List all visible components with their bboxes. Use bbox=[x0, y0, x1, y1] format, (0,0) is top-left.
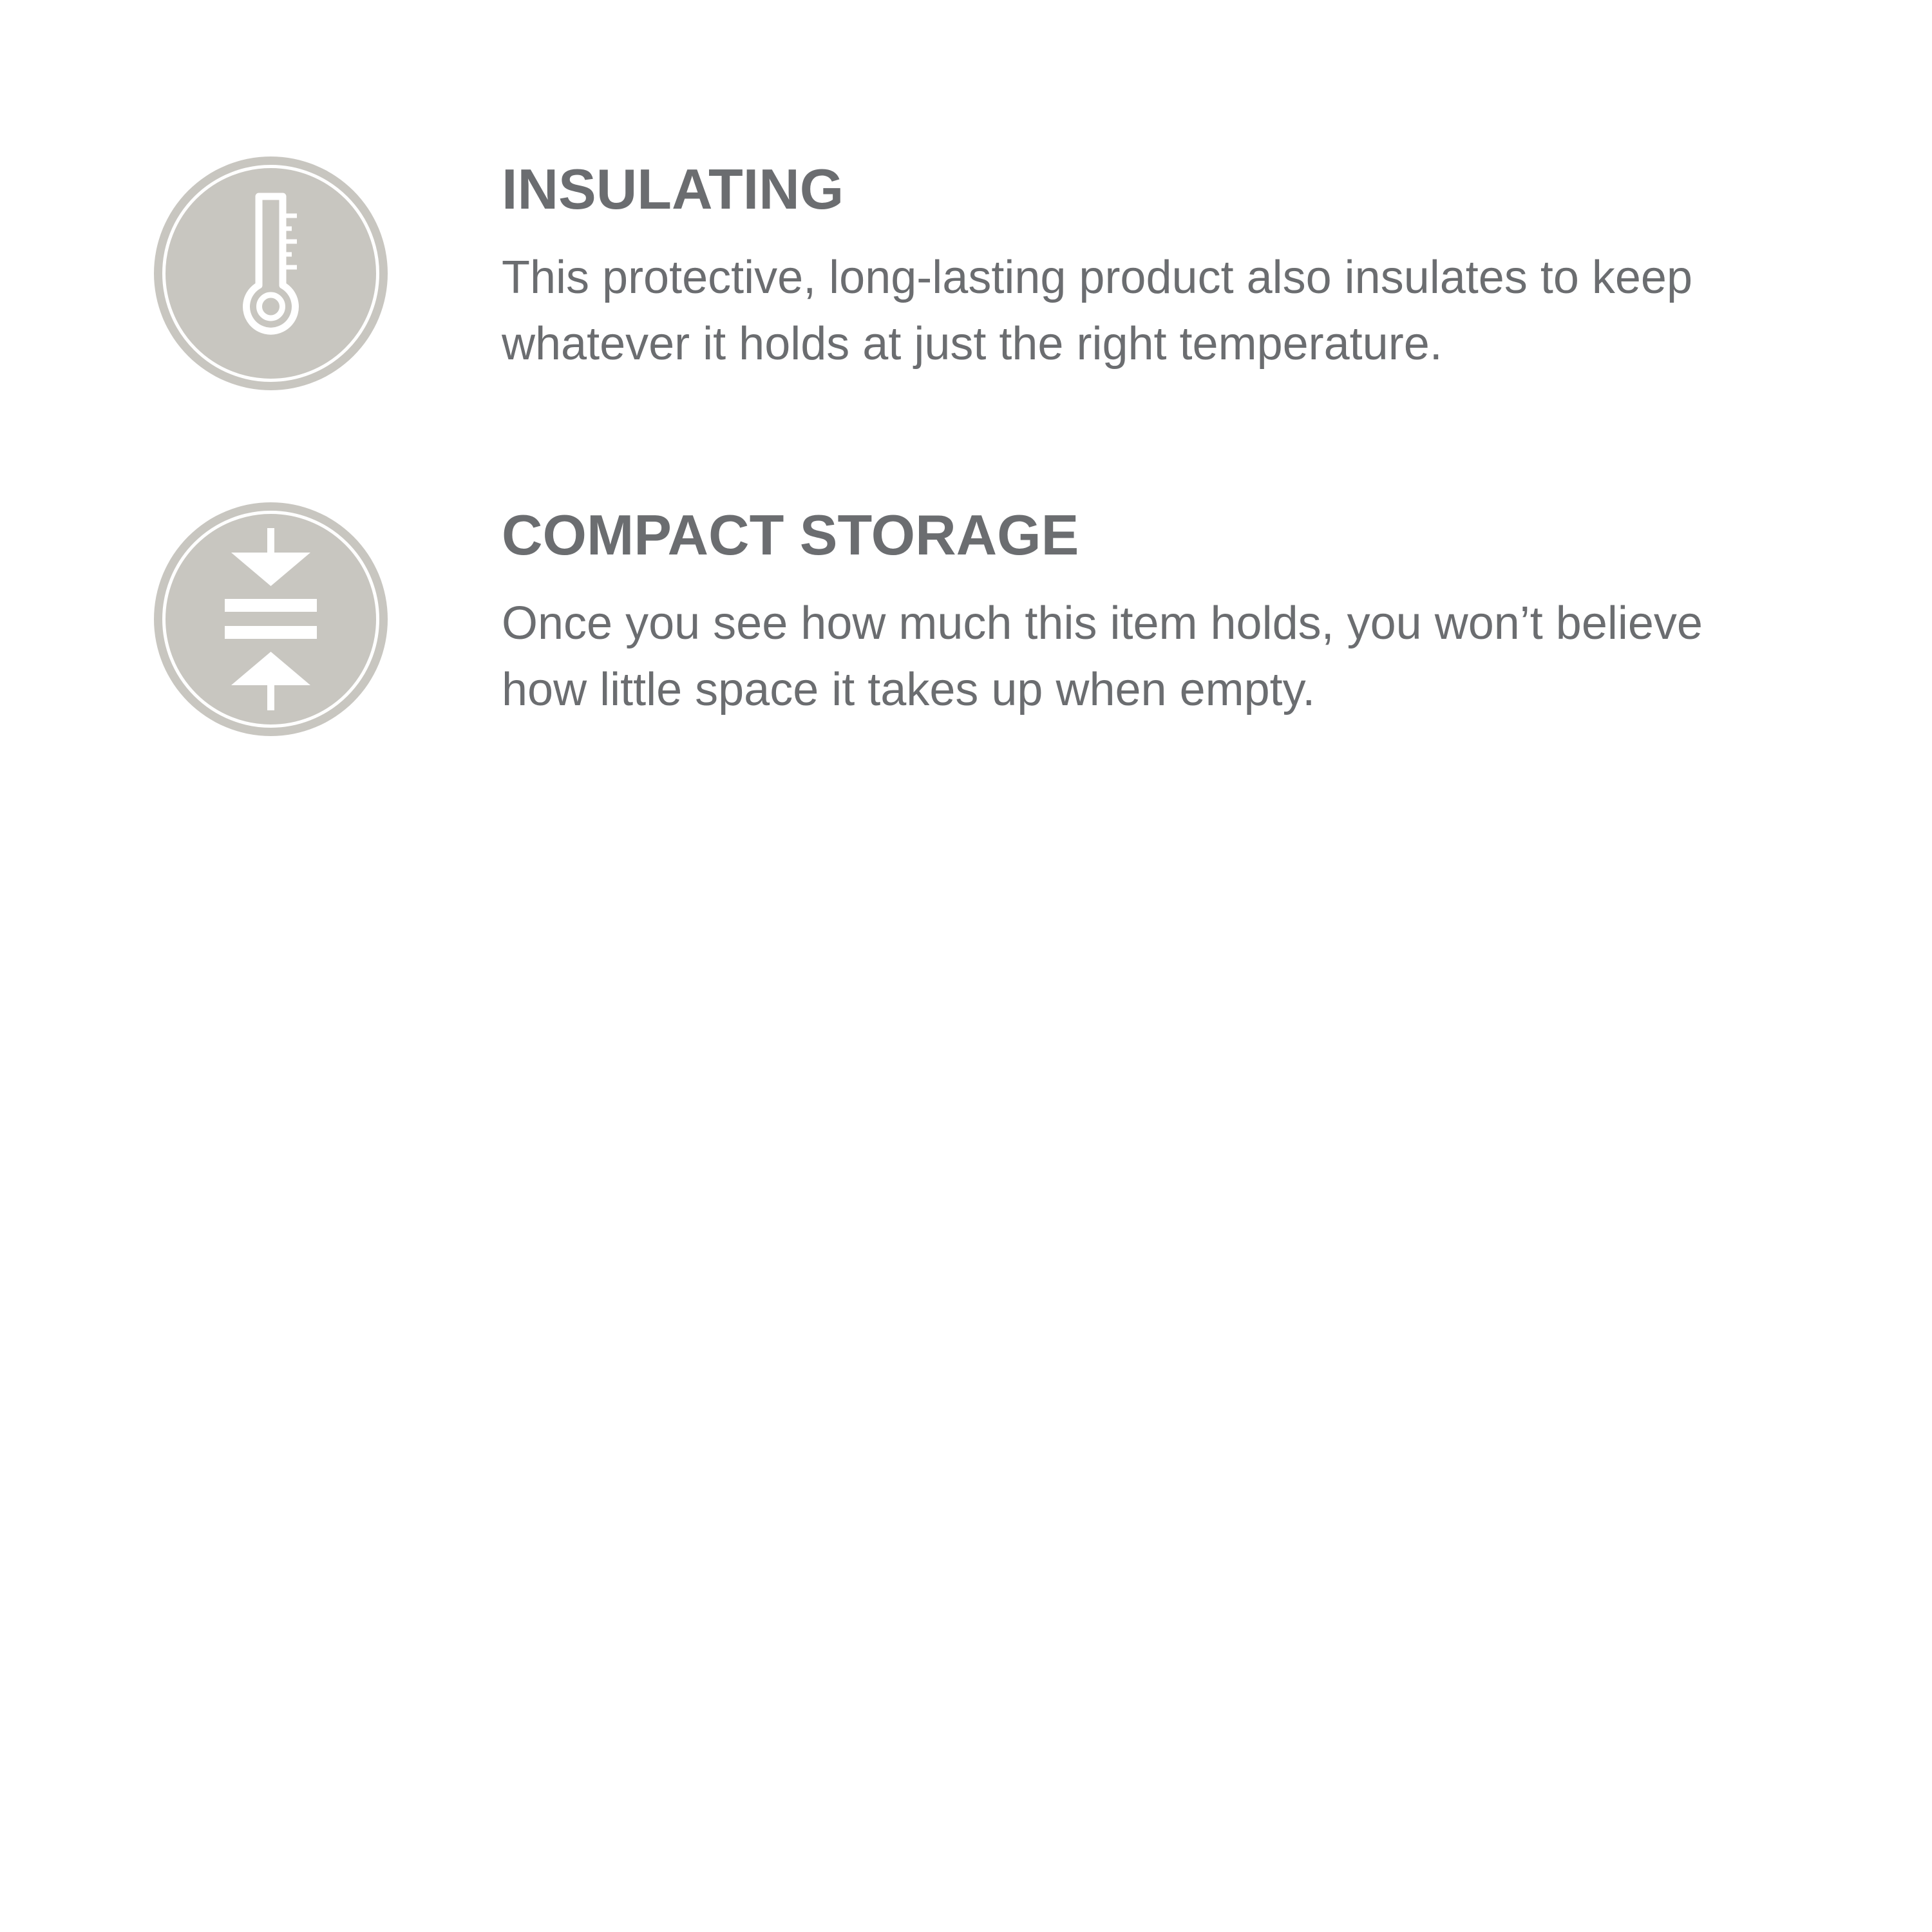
feature-description bbox=[502, 245, 1790, 377]
description-line: This protective, long-lasting product also insulates to keep bbox=[502, 252, 1693, 303]
description-line: whatever it holds at just the right temperature. bbox=[502, 318, 1443, 370]
description-line: Once you see how much this item holds, you won’t believe bbox=[502, 598, 1703, 649]
feature-title: INSULATING bbox=[502, 157, 844, 221]
feature-description bbox=[502, 591, 1790, 723]
feature-title: COMPACT STORAGE bbox=[502, 503, 1079, 567]
description-line: how little space it takes up when empty. bbox=[502, 664, 1316, 715]
compress-icon bbox=[154, 502, 388, 736]
thermometer-icon bbox=[154, 156, 388, 390]
